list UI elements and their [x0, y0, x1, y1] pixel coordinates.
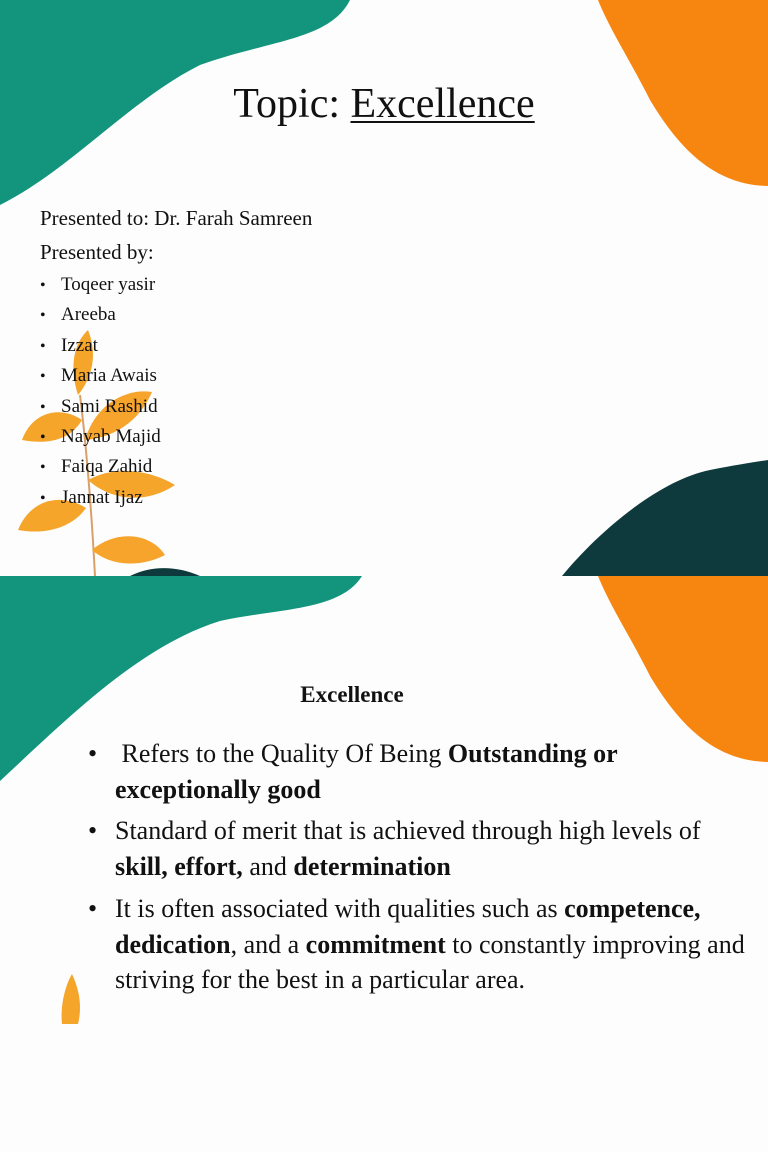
title-topic: Excellence	[350, 81, 535, 127]
member-list	[40, 272, 161, 515]
list-item: • Izzat	[40, 334, 98, 356]
dark-teal-blob-shape	[562, 460, 768, 576]
list-item: • Sami Rashid	[40, 395, 158, 417]
list-item: • Faiqa Zahid	[40, 456, 153, 478]
presented-by: Presented by:	[40, 240, 154, 264]
presented-to: Presented to: Dr. Farah Samreen	[40, 206, 313, 230]
dark-strip-shape	[130, 568, 200, 576]
list-item: • Toqeer yasir	[40, 274, 156, 295]
list-item: • Refers to the Quality Of Being Outstanding or exceptionally good	[88, 739, 618, 804]
list-item: • It is often associated with qualities such as competence, dedication, and a commitment to constantly improving and striving for the best in a particular area.	[88, 894, 745, 994]
list-item: • Standard of merit that is achieved through high levels of skill, effort, and determination	[88, 816, 701, 881]
list-item: • Jannat Ijaz	[40, 486, 143, 508]
leaf-icon	[62, 974, 80, 1024]
list-item: • Maria Awais	[40, 365, 157, 387]
slide-title	[0, 80, 768, 128]
list-item: • Nayab Majid	[40, 425, 161, 447]
orange-blob-shape	[598, 576, 768, 762]
definition-heading: Excellence	[300, 682, 404, 707]
title-prefix: Topic:	[233, 81, 340, 127]
list-item: • Areeba	[40, 304, 116, 326]
